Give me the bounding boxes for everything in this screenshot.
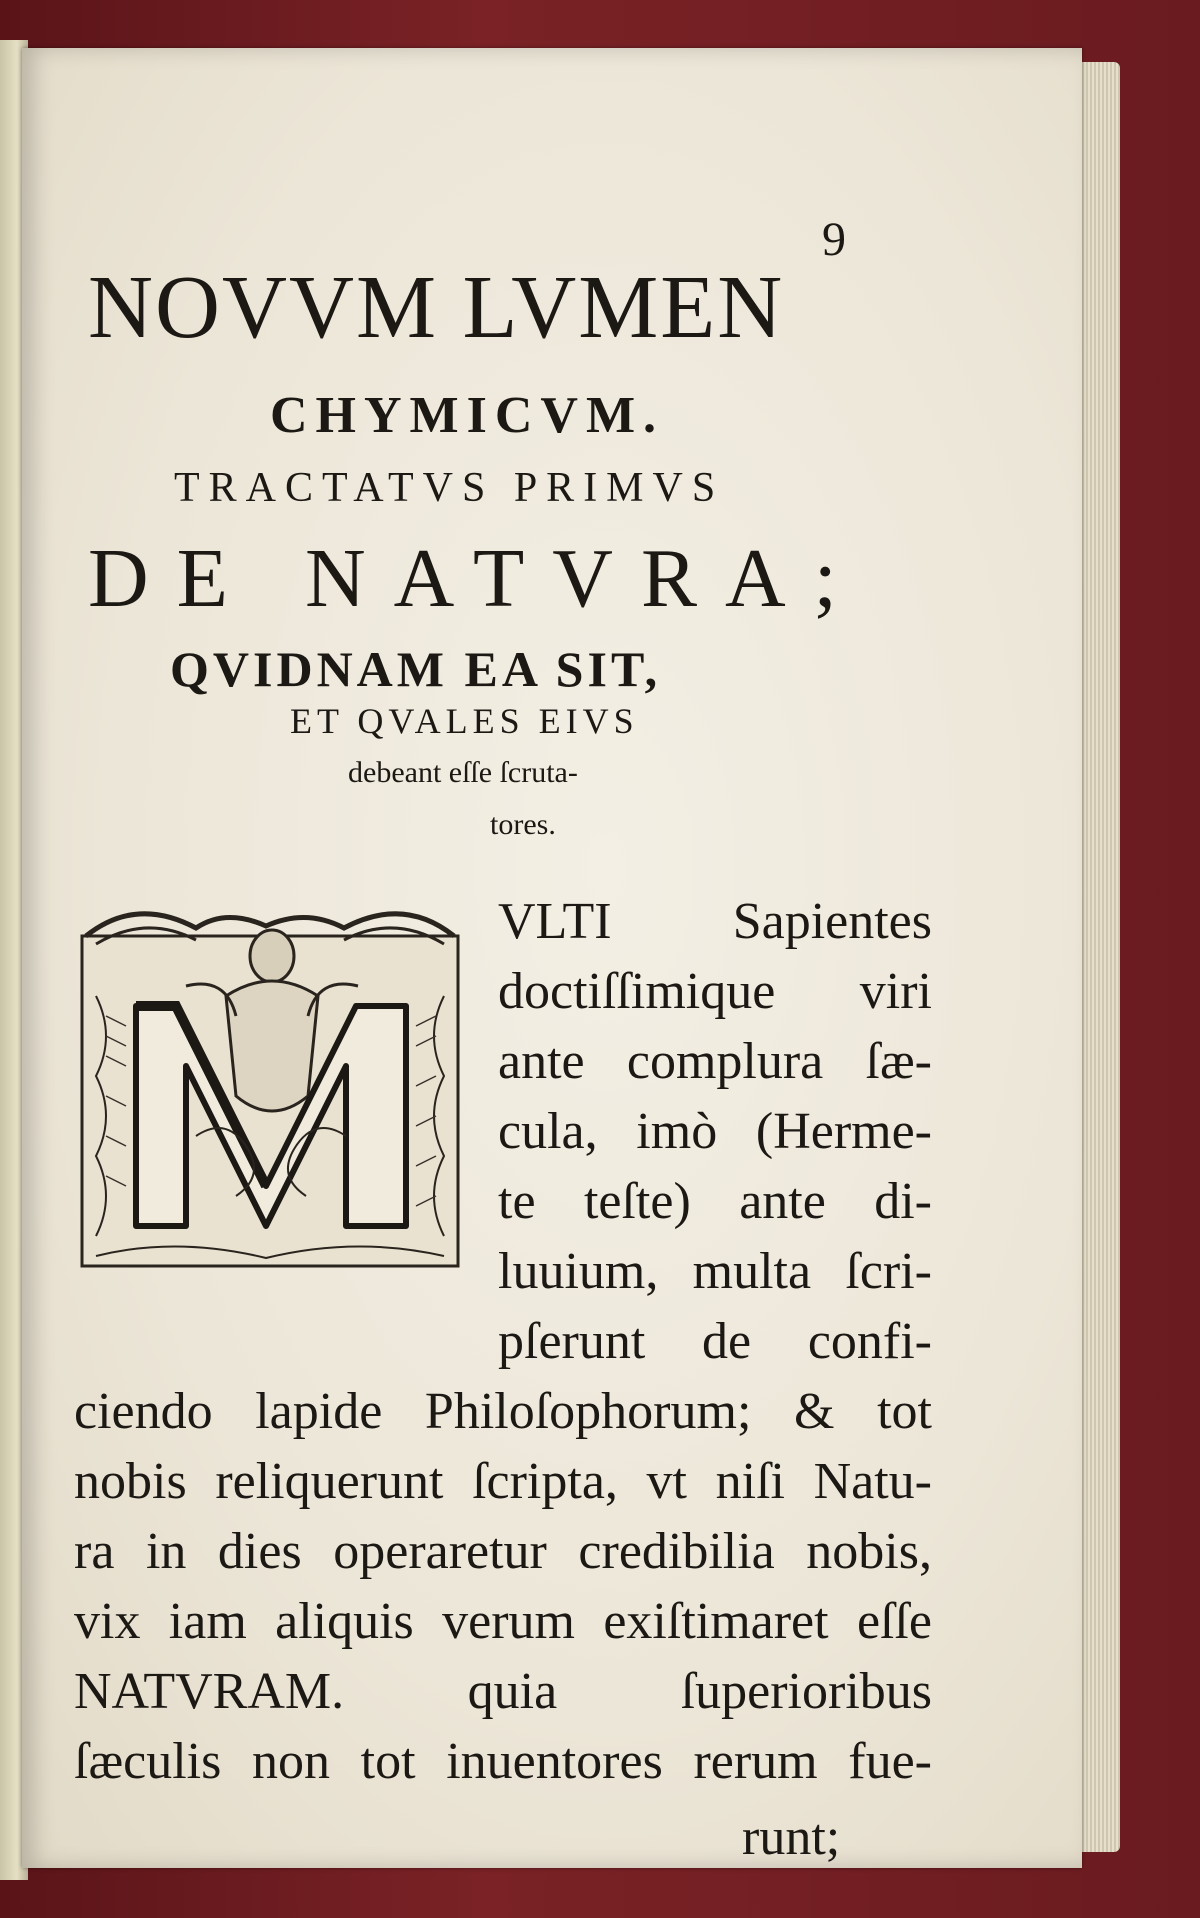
body-line: nobis reliquerunt ſcripta, vt niſi Natu- xyxy=(74,1453,932,1510)
body-line: luuium, multa ſcri- xyxy=(498,1243,932,1300)
body-line: NATVRAM. quia ſuperioribus xyxy=(74,1663,932,1720)
title-novum-lumen: NOVVM LVMEN xyxy=(88,258,785,357)
subtitle-quidnam: QVIDNAM EA SIT, xyxy=(170,641,662,697)
subtitle-tores: tores. xyxy=(490,808,556,841)
body-line: vix iam aliquis verum exiſtimaret eſſe xyxy=(74,1593,932,1650)
body-line: ſæculis non tot inuentores rerum fue- xyxy=(74,1733,932,1790)
body-line: ciendo lapide Philoſophorum; & tot xyxy=(74,1383,932,1440)
subtitle-debeant: debeant eſſe ſcruta- xyxy=(348,756,578,789)
page-number: 9 xyxy=(822,213,846,266)
body-line: cula, imò (Herme- xyxy=(498,1103,932,1160)
body-line: ante complura ſæ- xyxy=(498,1033,932,1090)
catchword: runt; xyxy=(742,1809,841,1866)
body-line: doctiſſimique viri xyxy=(498,963,932,1020)
body-line: VLTI Sapientes xyxy=(498,893,932,950)
body-line: ra in dies operaretur credibilia nobis, xyxy=(74,1523,932,1580)
subtitle-tractatus: TRACTATVS PRIMVS xyxy=(174,465,725,511)
ornamental-dropcap-m xyxy=(76,896,464,1274)
title-chymicum: CHYMICVM. xyxy=(270,387,665,444)
dropcap-illustration xyxy=(76,896,464,1274)
body-line: te teſte) ante di- xyxy=(498,1173,932,1230)
subtitle-et-quales: ET QVALES EIVS xyxy=(290,701,639,741)
subtitle-de-natura: DE NATVRA; xyxy=(88,532,865,625)
body-line: pſerunt de confi- xyxy=(498,1313,932,1370)
